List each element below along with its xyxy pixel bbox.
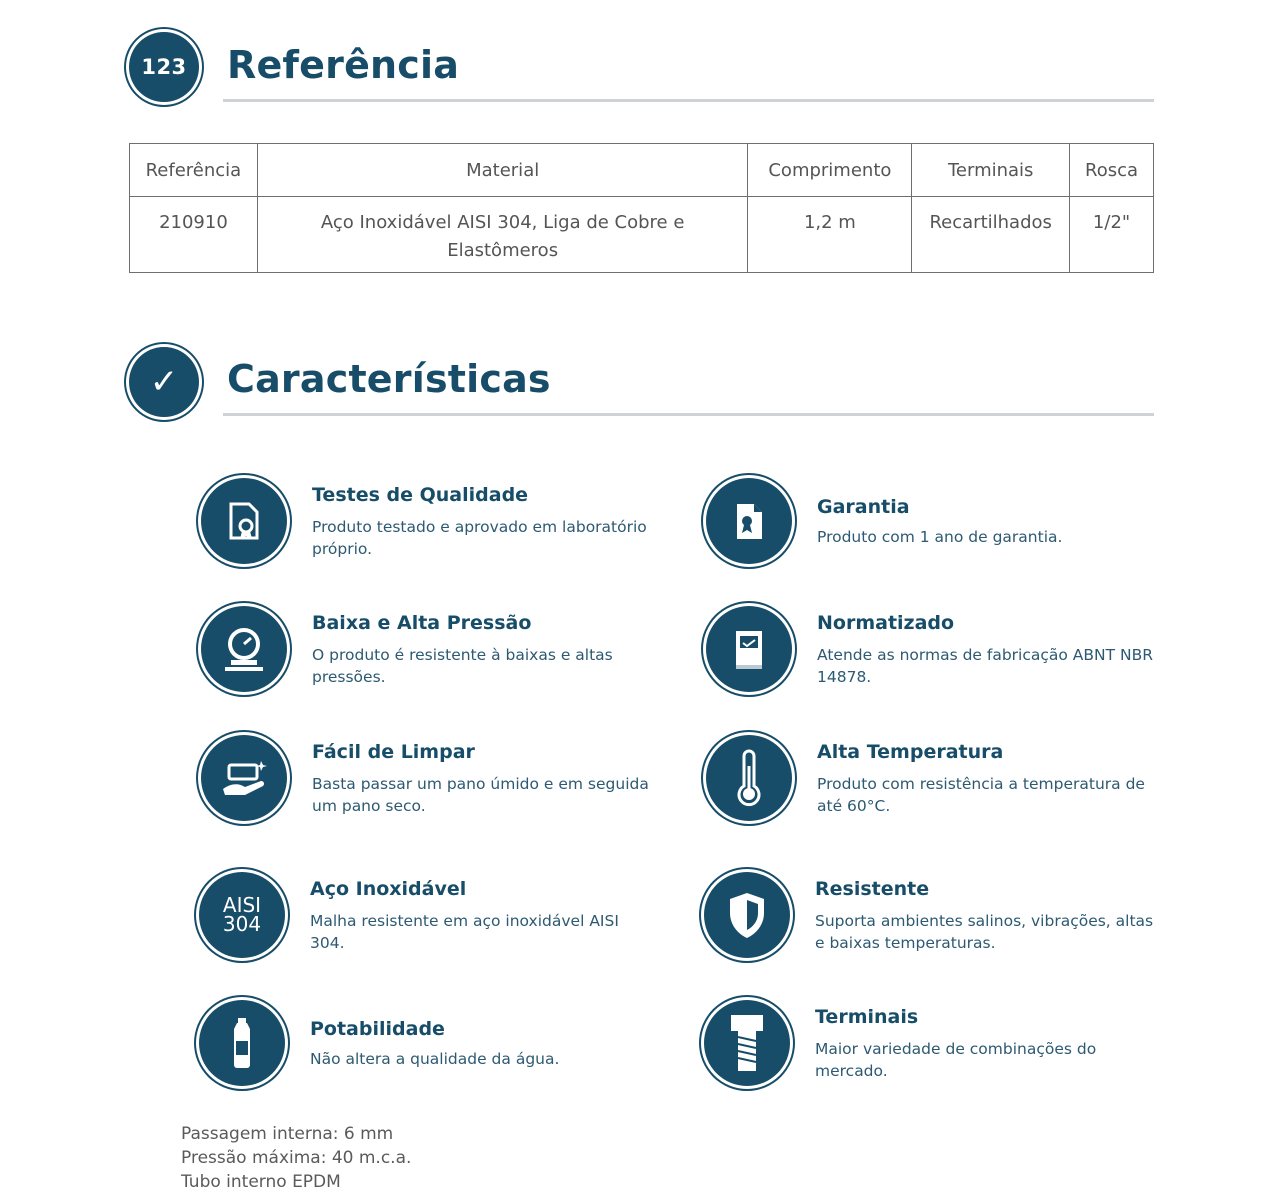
- table-header-row: [130, 144, 1154, 197]
- header-referencia: Referência: [130, 144, 258, 197]
- aisi-text: AISI: [222, 893, 262, 917]
- cell-comprimento: 1,2 m: [748, 197, 912, 273]
- feature-item-normatizado: [706, 606, 1166, 706]
- feature-item-potabilidade: [199, 1000, 659, 1100]
- feature-item-garantia: [706, 478, 1166, 578]
- feature-item-resistente: [704, 872, 1164, 972]
- checkmark-icon: ✓: [149, 362, 179, 402]
- cell-rosca: 1/2": [1070, 197, 1154, 273]
- thermometer-icon: [706, 735, 792, 821]
- feature-item-terminais: [704, 1000, 1164, 1100]
- feature-description: Não altera a qualidade da água.: [310, 1050, 560, 1068]
- feature-description: Suporta ambientes salinos, vibrações, altas e baixas temperaturas.: [815, 912, 1154, 952]
- header-terminais: Terminais: [912, 144, 1070, 197]
- feature-description: O produto é resistente à baixas e altas pressões.: [312, 646, 613, 686]
- feature-title: Baixa e Alta Pressão: [312, 612, 532, 634]
- section-divider: [223, 413, 1154, 416]
- section-title-referencia: Referência: [227, 43, 460, 87]
- feature-description: Atende as normas de fabricação ABNT NBR 14878.: [817, 646, 1154, 686]
- threaded-bolt-icon: [704, 1000, 790, 1086]
- feature-title: Fácil de Limpar: [312, 741, 475, 763]
- section-title-caracteristicas: Características: [227, 357, 551, 401]
- standard-book-icon: [706, 606, 792, 692]
- aisi-304-icon: [199, 872, 285, 958]
- shield-icon: [704, 872, 790, 958]
- feature-title: Normatizado: [817, 612, 955, 634]
- section-number-text: 123: [141, 55, 187, 79]
- feature-title: Alta Temperatura: [817, 741, 1004, 763]
- feature-item-testes-qualidade: [201, 478, 661, 578]
- note-tubo-interno: Tubo interno EPDM: [181, 1172, 341, 1192]
- checkmark-badge: [129, 347, 199, 417]
- header-comprimento: Comprimento: [748, 144, 912, 197]
- note-passagem-interna: Passagem interna: 6 mm: [181, 1124, 394, 1144]
- feature-title: Garantia: [817, 496, 910, 518]
- feature-title: Terminais: [815, 1006, 919, 1028]
- pressure-gauge-icon: [201, 606, 287, 692]
- feature-description: Produto com 1 ano de garantia.: [817, 528, 1063, 546]
- water-bottle-icon: [199, 1000, 285, 1086]
- feature-description: Maior variedade de combinações do mercado.: [815, 1040, 1097, 1080]
- table-row: [130, 197, 1154, 273]
- feature-description: Malha resistente em aço inoxidável AISI 304.: [310, 912, 619, 952]
- feature-title: Aço Inoxidável: [310, 878, 467, 900]
- feature-description: Basta passar um pano úmido e em seguida um pano seco.: [312, 775, 649, 815]
- feature-description: Produto com resistência a temperatura de até 60°C.: [817, 775, 1145, 815]
- cell-terminais: Recartilhados: [912, 197, 1070, 273]
- warranty-document-icon: [706, 478, 792, 564]
- specification-notes: [181, 1122, 411, 1194]
- feature-item-pressao: [201, 606, 661, 706]
- aisi-number: 304: [222, 912, 262, 936]
- cell-material-text: Aço Inoxidável AISI 304, Liga de Cobre e Elastômeros: [320, 212, 685, 261]
- feature-title: Testes de Qualidade: [312, 484, 529, 506]
- section-number-badge: [129, 32, 199, 102]
- header-rosca: Rosca: [1070, 144, 1154, 197]
- aisi-304-label: [222, 893, 262, 936]
- cell-referencia: 210910: [130, 197, 258, 273]
- quality-certificate-icon: [201, 478, 287, 564]
- reference-table: [129, 143, 1154, 273]
- feature-item-alta-temperatura: [706, 735, 1166, 835]
- note-pressao-maxima: Pressão máxima: 40 m.c.a.: [181, 1148, 412, 1168]
- feature-item-facil-limpar: [201, 735, 661, 835]
- feature-description: Produto testado e aprovado em laboratório próprio.: [312, 518, 647, 558]
- cell-material: [257, 197, 748, 273]
- section-divider: [223, 99, 1154, 102]
- feature-title: Resistente: [815, 878, 930, 900]
- feature-title: Potabilidade: [310, 1018, 445, 1040]
- cleaning-hand-icon: [201, 735, 287, 821]
- feature-item-aco-inoxidavel: [199, 872, 659, 972]
- header-material: Material: [257, 144, 748, 197]
